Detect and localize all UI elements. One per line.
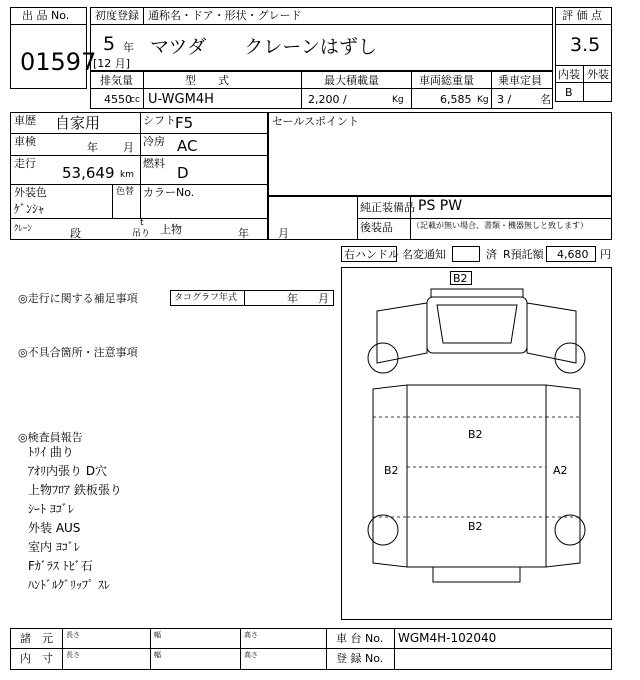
inspector-item: ｱｵﾘ内張り D穴	[28, 464, 108, 478]
crane-lift: 吊り	[132, 229, 151, 239]
history-label: 車歴	[14, 114, 36, 127]
recycle-unit: 円	[600, 248, 611, 261]
mileage-value: 53,649	[62, 164, 115, 182]
first-reg-year: 5	[103, 33, 116, 55]
damage-mark-left: B2	[384, 464, 399, 477]
max-load-value: 2,200 /	[308, 93, 347, 106]
driving-notes-label: ◎走行に関する補足事項	[18, 292, 138, 305]
windshield	[437, 305, 517, 343]
tacho-month: 月	[318, 292, 329, 305]
footer-height-2: 高さ	[244, 651, 258, 659]
history-value: 自家用	[55, 114, 101, 132]
mileage-unit: km	[120, 170, 134, 180]
max-load-unit: Kg	[392, 95, 404, 105]
displacement-unit: cc	[130, 95, 140, 105]
recycle-label: R預託額	[503, 248, 544, 261]
defects-label: ◎不具合箇所・注意事項	[18, 346, 138, 359]
footer-height-1: 高さ	[244, 631, 258, 639]
shift-value: F5	[175, 114, 194, 132]
name-label: 通称名・ドア・形状・グレード	[148, 9, 302, 22]
model-code: U-WGM4H	[148, 92, 214, 107]
footer-specs-label: 諸 元	[20, 632, 53, 645]
first-reg-year-unit: 年	[123, 41, 134, 54]
handle-value: 右ハンドル	[344, 248, 399, 261]
capacity-unit: 名	[540, 93, 551, 106]
equipment-label: 純正装備品	[360, 201, 415, 214]
crane-label: ｸﾚｰﾝ	[14, 224, 33, 234]
inspection-month: 月	[123, 141, 134, 154]
fuel-label: 燃料	[143, 157, 165, 170]
selling-points-label: セールスポイント	[272, 115, 360, 128]
wheel-front-right	[555, 343, 585, 373]
gross-weight-value: 6,585	[440, 93, 472, 106]
footer-length-2: 長さ	[66, 651, 80, 659]
upload-label: 上物	[160, 223, 182, 236]
crane-ton: t	[140, 218, 144, 228]
inspection-label: 車検	[14, 135, 36, 148]
spec-label-displacement: 排気量	[100, 74, 133, 87]
recycle-amount: 4,680	[557, 248, 589, 261]
chassis-label: 車 台 No.	[336, 632, 384, 645]
first-reg-month: [12 月]	[93, 57, 131, 70]
aftermarket-note: （記載が無い場合、書類・機器無しと致します）	[412, 221, 588, 230]
details-box	[10, 112, 268, 240]
interior-grade: B	[565, 86, 573, 99]
ac-value: AC	[177, 137, 198, 155]
inspector-label: ◎検査員報告	[18, 431, 83, 444]
spec-label-model: 型 式	[185, 74, 229, 87]
upload-month-text: 月	[278, 227, 289, 240]
inspector-item: ﾄﾘｲ 曲り	[28, 445, 74, 459]
ac-label: 冷房	[143, 135, 165, 148]
inspector-item: 上物ﾌﾛｱ 鉄板張り	[28, 483, 122, 497]
color-label: 外装色	[14, 186, 47, 199]
footer-box	[10, 628, 612, 670]
footer-length-1: 長さ	[66, 631, 80, 639]
cab-right-side	[527, 303, 576, 363]
capacity-value: 3 /	[497, 93, 512, 106]
inspector-item: ｼｰﾄ ﾖｺﾞﾚ	[28, 502, 74, 516]
recycle-mark: 済	[486, 248, 497, 261]
crane-stage: 段	[70, 227, 81, 240]
spec-label-max-load: 最大積載量	[324, 74, 379, 87]
car-name: マツダ クレーンはずし	[150, 36, 377, 58]
inspector-item: ﾊﾝﾄﾞﾙｸﾞﾘｯﾌﾟ ｽﾚ	[28, 578, 110, 592]
damage-mark-top-text: B2	[453, 272, 468, 285]
footer-width-1: 幅	[154, 631, 161, 639]
fuel-value: D	[177, 164, 189, 182]
first-reg-label: 初度登録	[95, 9, 139, 22]
aftermarket-label: 後装品	[360, 221, 393, 234]
truck-diagram	[341, 267, 612, 620]
inspector-item: Fｶﾞﾗｽ ﾄﾋﾞ石	[28, 559, 93, 573]
lot-label: 出 品 No.	[22, 9, 70, 22]
interior-label: 内装	[558, 68, 580, 81]
spec-label-capacity: 乗車定員	[498, 74, 542, 87]
mileage-label: 走行	[14, 157, 36, 170]
chassis-number: WGM4H-102040	[398, 631, 497, 645]
exterior-label: 外装	[587, 68, 609, 81]
damage-mark-bed-lower: B2	[468, 520, 483, 533]
spec-label-gross-weight: 車両総重量	[419, 74, 474, 87]
footer-inner-label: 内 寸	[20, 652, 53, 665]
color-no-label: カラーNo.	[143, 186, 195, 199]
gross-weight-unit: Kg	[477, 95, 489, 105]
equipment-value: PS PW	[418, 198, 463, 214]
score-label: 評 価 点	[562, 9, 602, 22]
tacho-year: 年	[287, 292, 298, 305]
damage-mark-right: A2	[553, 464, 568, 477]
tacho-label: タコグラフ年式	[174, 293, 238, 303]
lot-number: 01597	[20, 48, 97, 76]
inspection-year: 年	[87, 141, 98, 154]
name-change-label: 名変通知	[402, 248, 446, 261]
inspector-item: 室内 ﾖｺﾞﾚ	[28, 540, 80, 554]
shift-label: シフト	[143, 114, 176, 127]
tail-gate	[433, 567, 520, 582]
wheel-front-left	[368, 343, 398, 373]
upload-year: 年	[238, 227, 249, 240]
bed-top	[407, 385, 546, 567]
color-change-label: 色替	[116, 187, 135, 197]
inspector-item: 外装 AUS	[28, 521, 81, 535]
name-change-box	[452, 246, 480, 262]
cab-left-side	[377, 303, 427, 363]
displacement-value: 4550	[104, 93, 132, 106]
cab-roof	[431, 289, 523, 297]
footer-width-2: 幅	[154, 651, 161, 659]
score-value: 3.5	[570, 34, 601, 56]
damage-mark-bed-upper: B2	[468, 428, 483, 441]
color-value: ｹﾞﾝｼｬ	[14, 202, 45, 216]
registration-label: 登 録 No.	[336, 652, 384, 665]
